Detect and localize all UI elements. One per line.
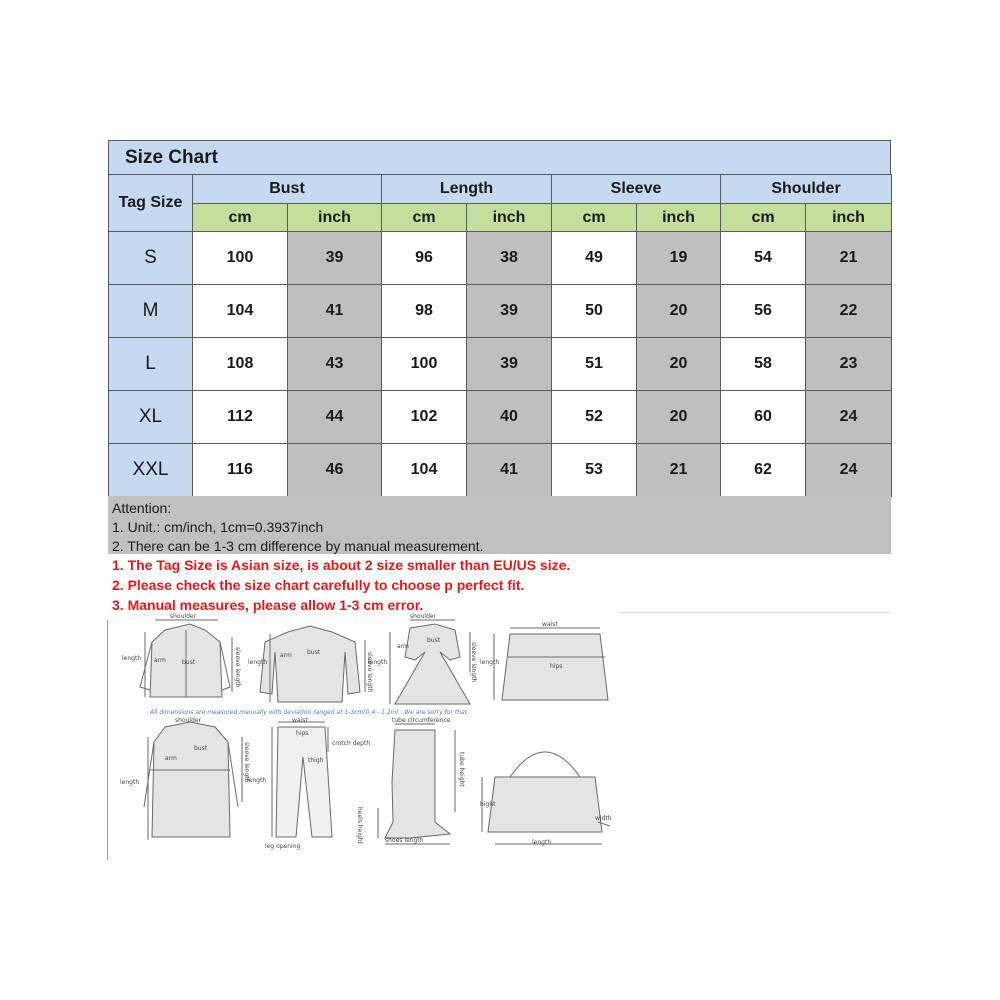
label-length-pants: length [247, 777, 267, 784]
length-cm-cell: 102 [382, 391, 467, 444]
length-in-cell: 41 [467, 444, 552, 497]
shoulder-in-cell: 22 [806, 285, 892, 338]
label-sleeve-length: sleeve length [234, 647, 241, 688]
label-tube-circumference: tube circumference [392, 717, 451, 724]
shoulder-cm-cell: 56 [721, 285, 806, 338]
label-bust-dress: bust [427, 637, 441, 644]
header-row-measures [109, 175, 892, 204]
note-manual-measures: 3. Manual measures, please allow 1-3 cm error. [112, 597, 424, 613]
left-border-line [107, 620, 108, 860]
shoulder-cm-cell: 54 [721, 232, 806, 285]
unit-cm-header: cm [721, 204, 806, 232]
label-hight: hight [480, 801, 496, 808]
size-row [109, 444, 892, 497]
size-label-cell: XXL [109, 444, 193, 497]
shoulder-in-cell: 21 [806, 232, 892, 285]
label-waist-skirt: waist [542, 621, 558, 628]
length-cm-cell: 96 [382, 232, 467, 285]
bust-in-cell: 46 [288, 444, 382, 497]
unit-inch-header: inch [637, 204, 721, 232]
bust-in-cell: 43 [288, 338, 382, 391]
label-length-skirt: length [480, 659, 500, 666]
measurement-diagram [110, 612, 622, 860]
bust-cm-cell: 116 [193, 444, 288, 497]
sleeve-header: Sleeve [552, 175, 721, 204]
divider-line [620, 612, 890, 613]
length-in-cell: 40 [467, 391, 552, 444]
label-bust-sweater: bust [307, 649, 321, 656]
size-label-cell: M [109, 285, 193, 338]
length-cm-cell: 98 [382, 285, 467, 338]
deviation-note: All dimensions are measured manually with deviation ranged at 1-3cm(0.4 - 1.2in) . We are sorry for that. [150, 709, 469, 716]
label-length-dress: length [368, 659, 388, 666]
tag-size-header: Tag Size [109, 175, 193, 232]
bust-cm-cell: 108 [193, 338, 288, 391]
label-tube-height: tube height [458, 752, 465, 787]
sleeve-in-cell: 20 [637, 391, 721, 444]
label-shoulder-dress: shoulder [410, 613, 437, 620]
length-cm-cell: 104 [382, 444, 467, 497]
length-cm-cell: 100 [382, 338, 467, 391]
boot-illustration [378, 724, 455, 844]
label-shoes-length: shoes length [385, 837, 424, 844]
size-chart-title: Size Chart [125, 146, 218, 168]
label-crotch-depth: crotch depth [332, 740, 371, 747]
unit-inch-header: inch [806, 204, 892, 232]
label-shoulder: shoulder [170, 613, 197, 620]
label-sleeve-length-sweater: sleeve length [366, 652, 373, 693]
size-chart-title-bar [108, 140, 891, 174]
sleeve-cm-cell: 53 [552, 444, 637, 497]
size-label-cell: L [109, 338, 193, 391]
note-check-chart: 2. Please check the size chart carefully to choose p perfect fit. [112, 577, 525, 593]
size-table [108, 174, 892, 497]
size-row [109, 232, 892, 285]
sleeve-cm-cell: 51 [552, 338, 637, 391]
bust-in-cell: 41 [288, 285, 382, 338]
label-width: width [595, 815, 612, 822]
label-arm-sweater: arm [280, 652, 292, 659]
size-label-cell: XL [109, 391, 193, 444]
attention-line-unit: 1. Unit.: cm/inch, 1cm=0.3937inch [112, 519, 324, 535]
label-length-coat: length [120, 779, 140, 786]
sleeve-in-cell: 20 [637, 285, 721, 338]
sleeve-in-cell: 19 [637, 232, 721, 285]
size-chart [108, 140, 891, 497]
label-shoulder-coat: shoulder [175, 717, 202, 724]
length-in-cell: 39 [467, 285, 552, 338]
sleeve-cm-cell: 50 [552, 285, 637, 338]
sleeve-cm-cell: 49 [552, 232, 637, 285]
header-row-units [109, 204, 892, 232]
shoulder-in-cell: 24 [806, 391, 892, 444]
label-heels-height: heels height [356, 807, 363, 845]
shoulder-cm-cell: 58 [721, 338, 806, 391]
label-arm-coat: arm [165, 755, 177, 762]
unit-inch-header: inch [467, 204, 552, 232]
shoulder-in-cell: 24 [806, 444, 892, 497]
attention-heading: Attention: [112, 500, 172, 516]
label-bust-coat: bust [194, 745, 208, 752]
size-label-cell: S [109, 232, 193, 285]
unit-inch-header: inch [288, 204, 382, 232]
note-tag-size: 1. The Tag Size is Asian size, is about 2 size smaller than EU/US size. [112, 557, 571, 573]
shoulder-header: Shoulder [721, 175, 892, 204]
label-arm-dress: arm [397, 643, 409, 650]
shoulder-cm-cell: 60 [721, 391, 806, 444]
size-row [109, 391, 892, 444]
sleeve-cm-cell: 52 [552, 391, 637, 444]
label-sleeve-length-dress: sleeve length [470, 642, 477, 683]
label-sleeve-length-coat: sleeve length [243, 742, 250, 783]
red-notes [112, 555, 570, 615]
bag-illustration [482, 752, 610, 844]
pants-illustration [272, 722, 332, 837]
size-row [109, 338, 892, 391]
label-length-bag: length [532, 839, 552, 846]
size-rows [109, 232, 892, 497]
length-in-cell: 39 [467, 338, 552, 391]
attention-line-difference: 2. There can be 1-3 cm difference by manual measurement. [112, 538, 484, 554]
label-bust: bust [182, 659, 196, 666]
label-arm: arm [154, 657, 166, 664]
unit-cm-header: cm [552, 204, 637, 232]
label-thigh: thigh [308, 757, 324, 764]
size-row [109, 285, 892, 338]
label-length-sweater: length [248, 659, 268, 666]
length-header: Length [382, 175, 552, 204]
dress-illustration [390, 620, 470, 704]
bust-cm-cell: 104 [193, 285, 288, 338]
bust-in-cell: 39 [288, 232, 382, 285]
label-hips: hips [550, 663, 563, 670]
coat-illustration [144, 722, 242, 840]
unit-cm-header: cm [382, 204, 467, 232]
shoulder-cm-cell: 62 [721, 444, 806, 497]
sleeve-in-cell: 21 [637, 444, 721, 497]
bust-header: Bust [193, 175, 382, 204]
bust-cm-cell: 112 [193, 391, 288, 444]
bust-cm-cell: 100 [193, 232, 288, 285]
label-hips-pants: hips [296, 730, 309, 737]
bust-in-cell: 44 [288, 391, 382, 444]
unit-cm-header: cm [193, 204, 288, 232]
label-length: length [122, 655, 142, 662]
sleeve-in-cell: 20 [637, 338, 721, 391]
label-leg-opening: leg opening [265, 843, 301, 850]
length-in-cell: 38 [467, 232, 552, 285]
attention-box [108, 496, 891, 554]
label-waist-pants: waist [292, 717, 308, 724]
sweater-illustration [260, 626, 365, 702]
shoulder-in-cell: 23 [806, 338, 892, 391]
